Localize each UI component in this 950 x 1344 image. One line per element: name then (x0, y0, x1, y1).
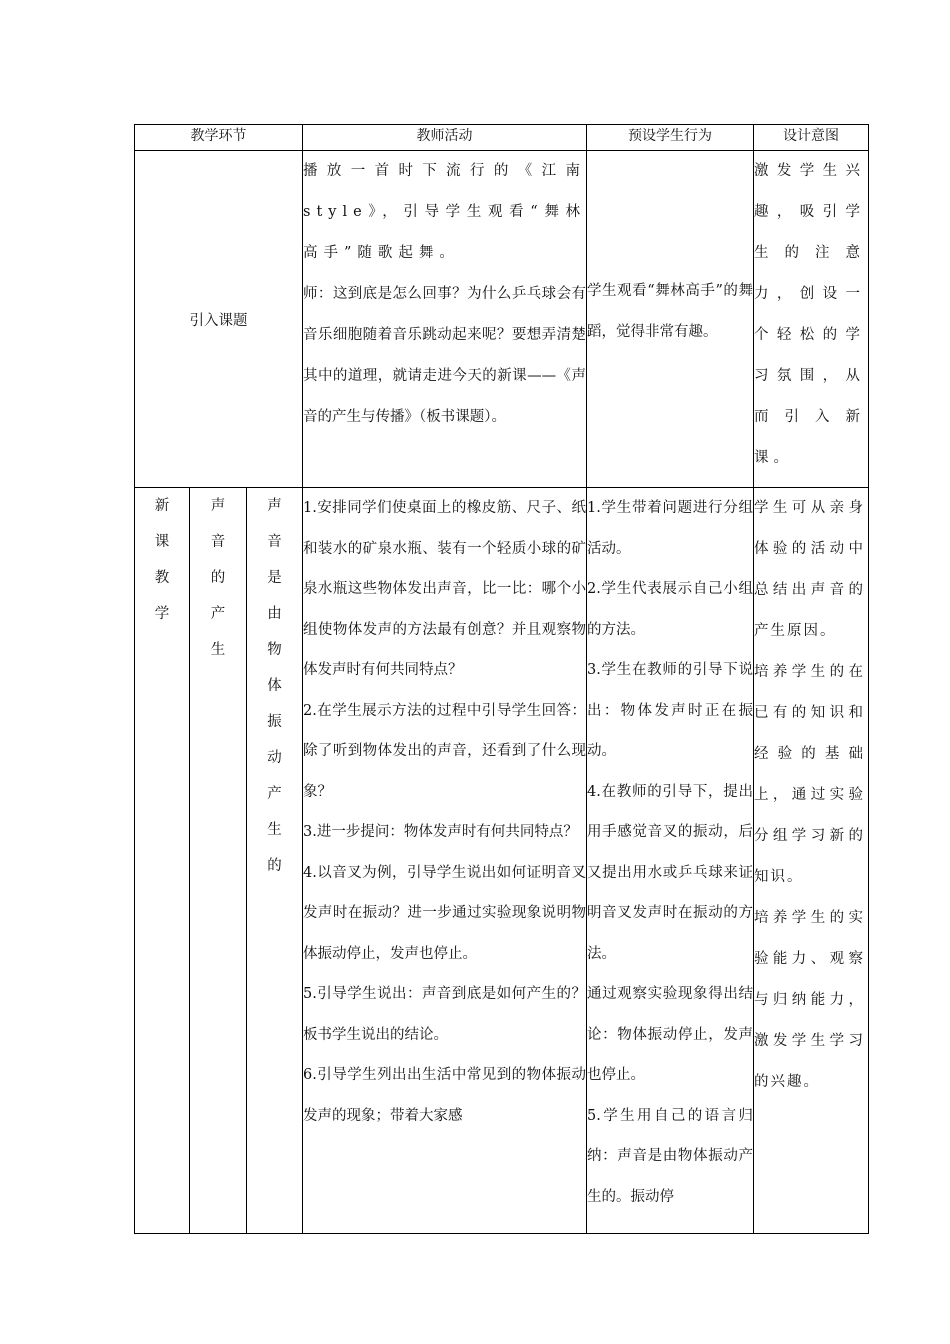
point-char: 动 (267, 750, 282, 766)
newlesson-intent-cell (754, 488, 869, 1234)
point-char: 是 (267, 570, 282, 586)
teacher-step: 4.以音叉为例，引导学生说出如何证明音叉发声时在振动？进一步通过实验现象说明物体振动停止，发声也停止。 (303, 864, 586, 962)
student-step: 5.学生用自己的语言归纳：声音是由物体振动产生的。振动停 (587, 1107, 753, 1205)
newlesson-point-cell (247, 488, 303, 1234)
header-intent: 设计意图 (754, 125, 869, 151)
point-char: 的 (267, 858, 282, 874)
newlesson-intent-content (754, 488, 865, 1233)
topic-char: 产 (210, 606, 226, 622)
student-step: 通过观察实验现象得出结论：物体振动停止，发声也停止。 (587, 986, 753, 1083)
point-char: 生 (267, 822, 282, 838)
lesson-plan-table (134, 124, 869, 1234)
point-char: 产 (267, 786, 282, 802)
student-step: 2.学生代表展示自己小组的方法。 (587, 581, 753, 638)
point-char: 物 (267, 642, 282, 658)
intent-para: 学生可从亲身体验的活动中总结出声音的产生原因。 (754, 500, 865, 639)
intent-para: 培养学生的实验能力、观察与归纳能力，激发学生学习的兴趣。 (754, 910, 865, 1090)
intro-intent-text: 激发学生兴趣，吸引学生的注意力，创设一个轻松的学习氛围，从而引入新课。 (754, 163, 865, 466)
student-step: 1.学生带着问题进行分组活动。 (587, 500, 753, 557)
intro-student-text: 学生观看“舞林高手”的舞蹈，觉得非常有趣。 (587, 283, 753, 340)
stage-char: 课 (154, 534, 170, 550)
intro-student-cell (587, 151, 754, 488)
intro-teacher-cell (303, 151, 587, 488)
student-step: 4.在教师的引导下，提出用手感觉音叉的振动，后又提出用水或乒乓球来证明音叉发声时在振动的方法。 (587, 783, 753, 962)
point-char: 体 (267, 678, 282, 694)
student-step: 3.学生在教师的引导下说出：物体发声时正在振动。 (587, 662, 753, 759)
header-teacher: 教师活动 (303, 125, 587, 151)
intro-intent-cell (754, 151, 869, 488)
teacher-step: 2.在学生展示方法的过程中引导学生回答：除了听到物体发出的声音，还看到了什么现象？ (303, 702, 586, 800)
point-char: 声 (267, 498, 282, 514)
topic-char: 的 (210, 570, 226, 586)
stage-char: 教 (154, 570, 170, 586)
topic-char: 音 (210, 534, 226, 550)
header-student: 预设学生行为 (587, 125, 754, 151)
newlesson-student-content (587, 488, 753, 1233)
newlesson-topic-cell (190, 488, 247, 1234)
teacher-step: 1.安排同学们使桌面上的橡皮筋、尺子、纸和装水的矿泉水瓶、装有一个轻质小球的矿泉水瓶这些物体发出声音，比一比：哪个小组使物体发声的方法最有创意？并且观察物体发声时有何共同特点？ (303, 500, 586, 678)
point-char: 振 (267, 714, 282, 730)
teacher-step: 5.引导学生说出：声音到底是如何产生的？板书学生说出的结论。 (303, 986, 586, 1043)
intro-row (135, 151, 869, 488)
teacher-step: 6.引导学生列出出生活中常见到的物体振动发声的现象；带着大家感 (303, 1067, 586, 1124)
intro-section-cell: 引入课题 (135, 151, 303, 488)
newlesson-stage-cell (135, 488, 190, 1234)
newlesson-row (135, 488, 869, 1234)
stage-char: 新 (154, 498, 170, 514)
header-section: 教学环节 (135, 125, 303, 151)
newlesson-teacher-content (303, 488, 586, 1233)
intro-teacher-para-2: 师：这到底是怎么回事？为什么乒乓球会有音乐细胞随着音乐跳动起来呢？要想弄清楚其中的道理，就请走进今天的新课——《声音的产生与传播》（板书课题）。 (303, 286, 586, 425)
teacher-step: 3.进一步提问：物体发声时有何共同特点？ (303, 824, 578, 840)
point-char: 音 (267, 534, 282, 550)
newlesson-teacher-cell (303, 488, 587, 1234)
intro-teacher-para-1: 播放一首时下流行的《江南style》，引导学生观看“舞林高手”随歌起舞。 (303, 163, 586, 261)
stage-char: 学 (154, 606, 170, 622)
newlesson-student-cell (587, 488, 754, 1234)
point-char: 由 (267, 606, 282, 622)
intent-para: 培养学生的在已有的知识和经验的基础上，通过实验分组学习新的知识。 (754, 664, 865, 885)
topic-char: 生 (210, 642, 226, 658)
topic-char: 声 (210, 498, 226, 514)
header-row (135, 125, 869, 151)
